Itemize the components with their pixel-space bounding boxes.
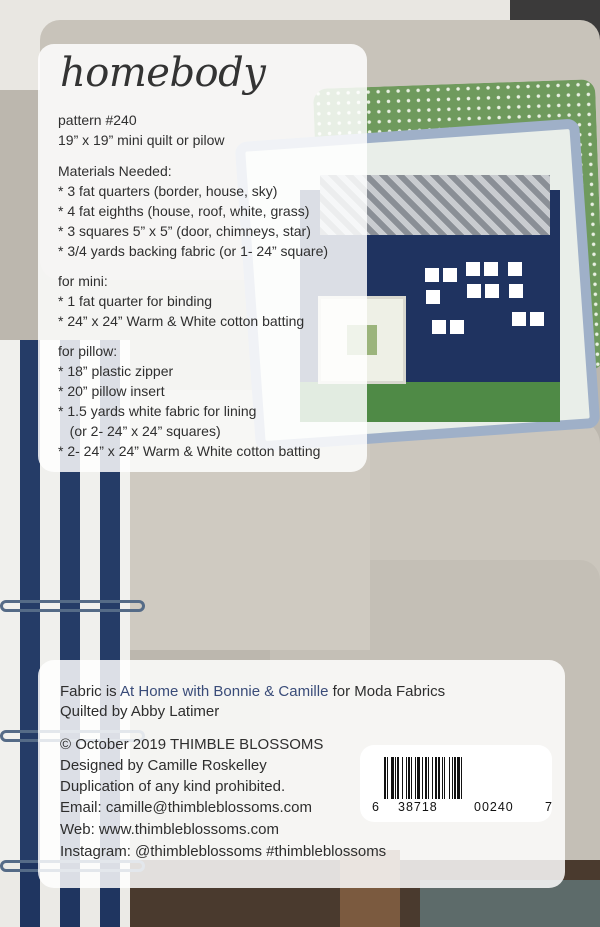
fabric-suffix: for Moda Fabrics <box>328 683 446 700</box>
barcode-first-digit: 6 <box>372 800 379 814</box>
house-window <box>425 268 439 282</box>
house-window <box>443 268 457 282</box>
house-window <box>467 284 481 298</box>
pillow-heading: for pillow: <box>58 343 118 359</box>
materials-heading: Materials Needed: <box>58 163 172 179</box>
email: Email: camille@thimbleblossoms.com <box>60 799 312 816</box>
pillow-item: * 1.5 yards white fabric for lining <box>58 403 257 419</box>
materials-item: * 3/4 yards backing fabric (or 1- 24” square) <box>58 243 329 259</box>
materials-item: * 3 fat quarters (border, house, sky) <box>58 183 278 199</box>
barcode-bars <box>384 757 542 799</box>
pillow-item: * 18” plastic zipper <box>58 363 174 379</box>
quilted-by: Quilted by Abby Latimer <box>60 703 220 720</box>
materials-item: * 4 fat eighths (house, roof, white, grass) <box>58 203 310 219</box>
website: Web: www.thimbleblossoms.com <box>60 821 279 838</box>
fabric-credit <box>60 683 445 700</box>
mini-item: * 24” x 24” Warm & White cotton batting <box>58 313 305 329</box>
pillow-item: (or 2- 24” x 24” squares) <box>58 423 221 439</box>
copyright: © October 2019 THIMBLE BLOSSOMS <box>60 736 324 753</box>
house-window <box>432 320 446 334</box>
mini-item: * 1 fat quarter for binding <box>58 293 213 309</box>
fabric-prefix: Fabric is <box>60 683 121 700</box>
pillow-item: * 20” pillow insert <box>58 383 165 399</box>
fabric-line-name: At Home with Bonnie & Camille <box>120 683 329 700</box>
house-window <box>508 262 522 276</box>
house-window <box>530 312 544 326</box>
mini-heading: for mini: <box>58 273 108 289</box>
pattern-size: 19” x 19” mini quilt or pilow <box>58 132 225 148</box>
instagram: Instagram: @thimbleblossoms #thimbleblossoms <box>60 843 387 860</box>
duplication-notice: Duplication of any kind prohibited. <box>60 778 286 795</box>
barcode-right-group: 00240 <box>474 800 514 814</box>
pillow-item: * 2- 24” x 24” Warm & White cotton batting <box>58 443 321 459</box>
house-window <box>512 312 526 326</box>
materials-item: * 3 squares 5” x 5” (door, chimneys, star) <box>58 223 311 239</box>
house-window <box>485 284 499 298</box>
house-window <box>484 262 498 276</box>
house-window <box>450 320 464 334</box>
designed-by: Designed by Camille Roskelley <box>60 757 267 774</box>
house-window <box>509 284 523 298</box>
house-window <box>466 262 480 276</box>
barcode-check-digit: 7 <box>545 800 552 814</box>
pattern-number: pattern #240 <box>58 112 137 128</box>
barcode-left-group: 38718 <box>398 800 438 814</box>
wire-basket-rim <box>0 600 145 612</box>
house-window <box>426 290 440 304</box>
pattern-title: homebody <box>60 50 266 96</box>
